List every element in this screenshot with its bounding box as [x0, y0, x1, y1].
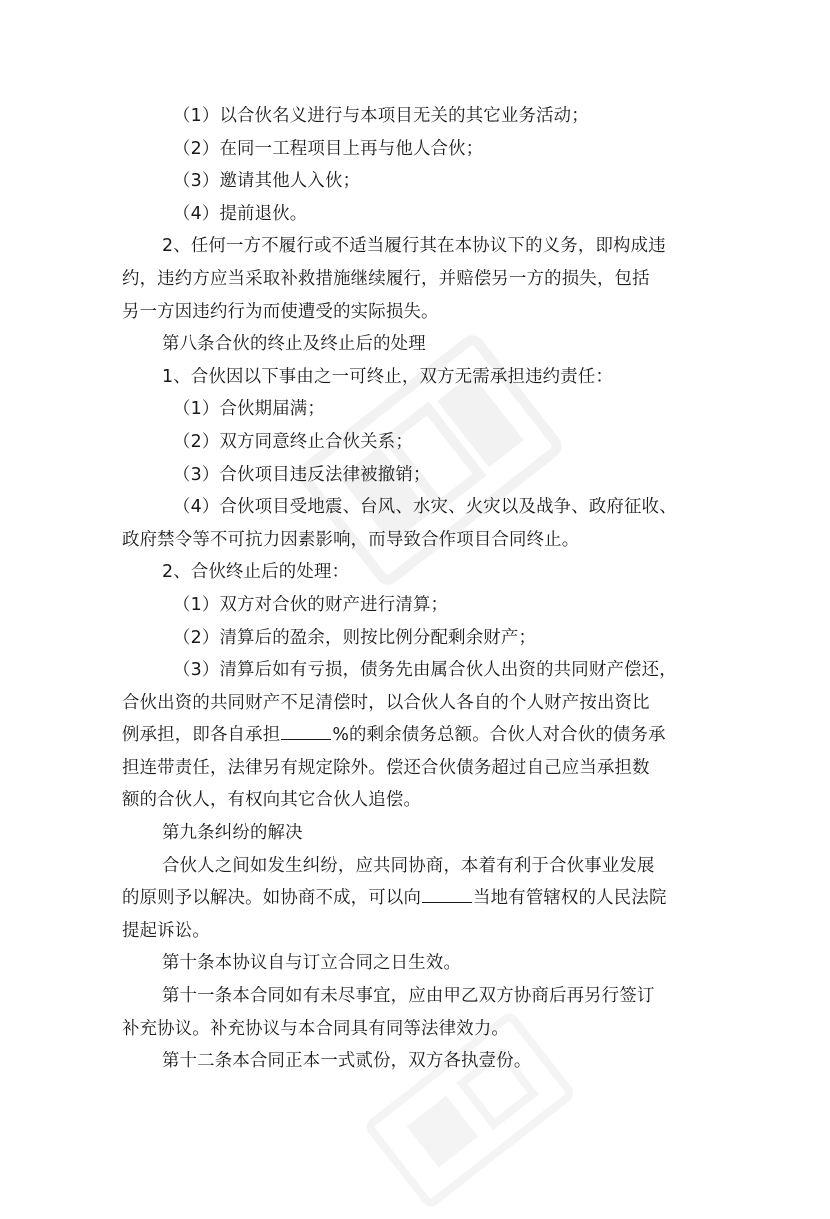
text-line: （3）清算后如有亏损，债务先由属合伙人出资的共同财产偿还，	[173, 660, 677, 681]
text-line: 第九条纠纷的解决	[162, 823, 303, 844]
text-line: 第十二条本合同正本一式贰份，双方各执壹份。	[162, 1051, 532, 1072]
text-line-with-blank-2	[122, 882, 712, 915]
document-body	[122, 100, 712, 1078]
text-line: （1）合伙期届满；	[173, 399, 325, 420]
text-line: 第十一条本合同如有未尽事宜，应由甲乙双方协商后再另行签订	[162, 986, 655, 1007]
text-line: 合伙出资的共同财产不足清偿时，以合伙人各自的个人财产按出资比	[122, 692, 650, 713]
text-line: 2、任何一方不履行或不适当履行其在本协议下的义务，即构成违	[162, 236, 666, 257]
text-line: 1、合伙因以下事由之一可终止，双方无需承担违约责任：	[162, 366, 614, 387]
fill-in-blank[interactable]	[281, 721, 331, 740]
text-line: 第八条合伙的终止及终止后的处理	[162, 334, 426, 355]
text-fragment: %的剩余债务总额。合伙人对合伙的债务承	[332, 725, 666, 746]
text-line: （3）合伙项目违反法律被撤销；	[173, 464, 431, 485]
text-block-c	[122, 915, 712, 1078]
text-block-a	[122, 100, 712, 719]
text-line: （3）邀请其他人入伙；	[173, 171, 361, 192]
text-block-b	[122, 752, 712, 882]
text-line: （2）清算后的盈余，则按比例分配剩余财产；	[173, 627, 537, 648]
text-line: 政府禁令等不可抗力因素影响，而导致合作项目合同终止。	[122, 529, 580, 550]
text-line: 合伙人之间如发生纠纷，应共同协商，本着有利于合伙事业发展	[162, 855, 655, 876]
text-line: 补充协议。补充协议与本合同具有同等法律效力。	[122, 1018, 509, 1039]
text-line: 另一方因违约行为而使遭受的实际损失。	[122, 301, 439, 322]
text-line: （1）以合伙名义进行与本项目无关的其它业务活动；	[173, 106, 589, 126]
text-line: 约，违约方应当采取补救措施继续履行，并赔偿另一方的损失，包括	[122, 268, 650, 289]
text-fragment: 例承担，即各自承担	[122, 725, 281, 746]
text-line-with-blank-1	[122, 719, 712, 752]
text-line: 2、合伙终止后的处理：	[162, 562, 350, 583]
text-fragment: 当地有管辖权的人民法院	[473, 888, 667, 909]
text-line: 提起诉讼。	[122, 920, 210, 941]
text-line: （2）双方同意终止合伙关系；	[173, 431, 413, 452]
text-line: （1）双方对合伙的财产进行清算；	[173, 594, 449, 615]
text-line: 第十条本协议自与订立合同之日生效。	[162, 953, 462, 974]
text-line: （4）提前退伙。	[173, 203, 308, 224]
text-line: 担连带责任，法律另有规定除外。偿还合伙债务超过自己应当承担数	[122, 757, 650, 778]
fill-in-blank[interactable]	[422, 884, 472, 903]
text-fragment: 的原则予以解决。如协商不成，可以向	[122, 888, 422, 909]
text-line: （2）在同一工程项目上再与他人合伙；	[173, 138, 484, 159]
text-line: （4）合伙项目受地震、台风、水灾、火灾以及战争、政府征收、	[173, 497, 677, 518]
text-line: 额的合伙人，有权向其它合伙人追偿。	[122, 790, 422, 811]
